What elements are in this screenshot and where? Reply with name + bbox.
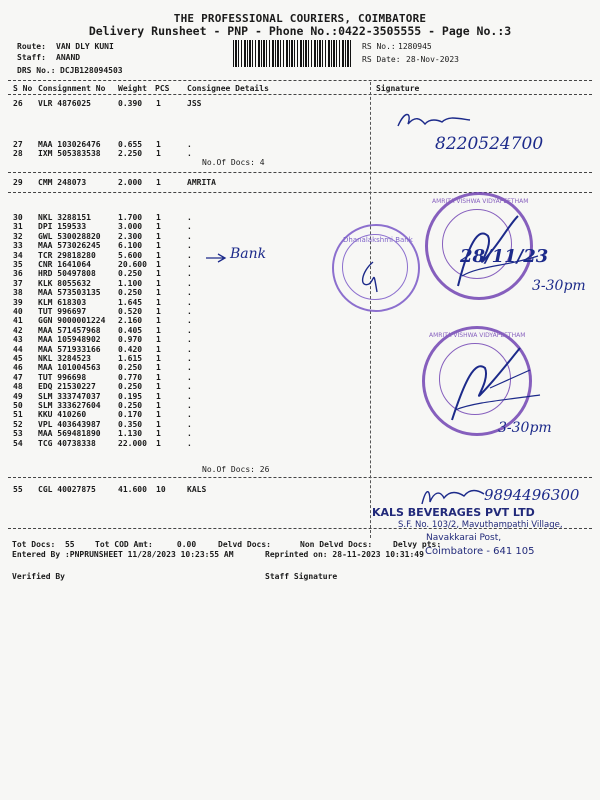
cell-cons: GGN 9000001224 [38, 316, 106, 326]
cell-pcs: 1 [156, 325, 161, 335]
cell-wt: 0.390 [118, 99, 143, 108]
cell-sno: 47 [13, 372, 23, 382]
group-doc-count: No.Of Docs: 26 [202, 465, 270, 474]
non-delvd-docs: Non Delvd Docs: [300, 540, 373, 549]
runsheet-title: Delivery Runsheet - PNP - Phone No.:0422-3505555 - Page No.:3 [88, 24, 512, 38]
col-consignment: Consignment No [38, 84, 106, 93]
cell-details: KALS [187, 485, 207, 494]
cell-cons: MAA 101004563 [38, 363, 101, 373]
cell-details: . [187, 260, 192, 269]
cell-pcs: 1 [156, 307, 161, 316]
cell-sno: 42 [13, 325, 23, 335]
kals-stamp-address-2: Navakkarai Post, [426, 533, 502, 543]
cell-cons: CGL 40027875 [38, 485, 96, 494]
cell-pcs: 1 [156, 213, 161, 222]
handwritten-bank-note: Bank [230, 246, 267, 262]
cell-sno: 45 [13, 354, 23, 363]
cell-wt: 1.130 [118, 429, 143, 439]
cell-cons: TCR 29818280 [38, 250, 96, 260]
cell-pcs: 1 [156, 363, 161, 373]
cell-cons: GWL 530028820 [38, 231, 101, 241]
cell-details: . [187, 438, 192, 448]
cell-wt: 20.600 [118, 260, 147, 269]
cell-pcs: 1 [156, 354, 161, 363]
cell-wt: 0.420 [118, 344, 143, 354]
cell-wt: 0.195 [118, 391, 143, 401]
cell-details: JSS [187, 99, 202, 108]
route-label: Route: [17, 42, 46, 51]
cell-cons: MAA 103026476 [38, 140, 101, 149]
entered-by: Entered By :PNPRUNSHEET 11/28/2023 10:23:55 AM [12, 550, 234, 559]
cell-details: . [187, 297, 192, 307]
cell-sno: 39 [13, 297, 23, 307]
cell-wt: 2.250 [118, 149, 143, 158]
cell-sno: 51 [13, 410, 23, 420]
cell-pcs: 1 [156, 288, 161, 298]
rs-no-label: RS No.: [362, 42, 396, 51]
cell-pcs: 1 [156, 391, 161, 401]
cell-details: . [187, 288, 192, 298]
cell-wt: 2.000 [118, 178, 143, 187]
cell-pcs: 1 [156, 335, 161, 345]
cell-cons: HRD 50497808 [38, 269, 96, 279]
cell-cons: MAA 571933166 [38, 344, 101, 354]
cell-pcs: 1 [156, 278, 161, 288]
cell-pcs: 1 [156, 178, 161, 187]
cell-wt: 5.600 [118, 250, 143, 260]
cell-sno: 50 [13, 401, 23, 410]
cell-pcs: 1 [156, 382, 161, 392]
kals-stamp-address-1: S.F. No. 103/2, Mavuthampathi Village, [398, 520, 563, 530]
col-signature: Signature [376, 84, 420, 93]
cell-details: AMRITA [187, 178, 216, 187]
cell-sno: 36 [13, 269, 23, 279]
cell-details: . [187, 410, 192, 420]
delvd-docs: Delvd Docs: [218, 540, 271, 549]
table-top-rule [8, 80, 592, 81]
rs-no-value: 1280945 [398, 42, 432, 51]
cell-sno: 38 [13, 288, 23, 298]
kals-stamp-name: KALS BEVERAGES PVT LTD [372, 506, 535, 519]
cell-details: . [187, 325, 192, 335]
cell-details: . [187, 231, 192, 241]
group-doc-count: No.Of Docs: 4 [202, 158, 265, 167]
cell-details: . [187, 250, 192, 260]
cell-pcs: 1 [156, 410, 161, 420]
cell-cons: EDQ 21530227 [38, 382, 96, 392]
arrow-icon [205, 252, 227, 264]
cell-cons: VPL 403643987 [38, 419, 101, 429]
cell-sno: 41 [13, 316, 23, 326]
cell-pcs: 1 [156, 429, 161, 439]
rs-date-label: RS Date: [362, 55, 401, 64]
cell-sno: 28 [13, 149, 23, 158]
cell-details: . [187, 335, 192, 345]
handwritten-time-2: 3-30pm [498, 420, 552, 436]
stamp-text: AMRITA VISHWA VIDYAPEETHAM [429, 332, 526, 339]
cell-details: . [187, 241, 192, 251]
cell-cons: DPI 159533 [38, 222, 87, 232]
cell-details: . [187, 140, 192, 149]
staff-signature-label: Staff Signature [265, 572, 338, 581]
header-bottom-rule [8, 94, 592, 95]
cell-pcs: 1 [156, 344, 161, 354]
cell-details: . [187, 213, 192, 222]
cell-cons: MAA 573026245 [38, 241, 101, 251]
cell-cons: VLR 4876025 [38, 99, 91, 108]
cell-sno: 40 [13, 307, 23, 316]
cell-pcs: 10 [156, 485, 166, 494]
cell-sno: 35 [13, 260, 23, 269]
cell-sno: 33 [13, 241, 23, 251]
cell-wt: 2.300 [118, 231, 143, 241]
cell-wt: 0.655 [118, 140, 143, 149]
col-pcs: PCS [155, 84, 170, 93]
cell-wt: 6.100 [118, 241, 143, 251]
cell-sno: 46 [13, 363, 23, 373]
cell-sno: 37 [13, 278, 23, 288]
cell-wt: 0.250 [118, 401, 143, 410]
cell-sno: 43 [13, 335, 23, 345]
cell-wt: 0.250 [118, 382, 143, 392]
stamp-text: AMRITA VISHWA VIDYAPEETHAM [432, 198, 529, 205]
cell-pcs: 1 [156, 438, 161, 448]
cell-details: . [187, 307, 192, 316]
stamp-text: Dhanalakshmi Bank [343, 236, 413, 244]
cell-details: . [187, 316, 192, 326]
cell-sno: 32 [13, 231, 23, 241]
cell-details: . [187, 269, 192, 279]
cell-wt: 1.645 [118, 297, 143, 307]
cell-pcs: 1 [156, 149, 161, 158]
cell-cons: KLK 8055632 [38, 278, 91, 288]
cell-cons: MAA 569481890 [38, 429, 101, 439]
cell-wt: 41.600 [118, 485, 147, 494]
cell-pcs: 1 [156, 401, 161, 410]
cell-wt: 3.000 [118, 222, 143, 232]
reprinted-on: Reprinted on: 28-11-2023 10:31:49 [265, 550, 424, 559]
cell-cons: KKU 410260 [38, 410, 87, 420]
cell-wt: 1.100 [118, 278, 143, 288]
cell-details: . [187, 344, 192, 354]
delvy-pts: Delvy pts: [393, 540, 442, 549]
cell-sno: 44 [13, 344, 23, 354]
cell-cons: MAA 571457968 [38, 325, 101, 335]
cell-sno: 31 [13, 222, 23, 232]
cell-wt: 2.160 [118, 316, 143, 326]
col-sno: S No [13, 84, 33, 93]
handwritten-phone-1: 8220524700 [435, 134, 544, 154]
cell-details: . [187, 354, 192, 363]
cell-sno: 54 [13, 438, 23, 448]
cell-sno: 27 [13, 140, 23, 149]
cell-wt: 0.520 [118, 307, 143, 316]
cell-details: . [187, 401, 192, 410]
cell-pcs: 1 [156, 269, 161, 279]
route-value: VAN DLY KUNI [56, 42, 114, 51]
cell-sno: 29 [13, 178, 23, 187]
cell-details: . [187, 382, 192, 392]
cell-pcs: 1 [156, 222, 161, 232]
tot-docs: Tot Docs: 55 [12, 540, 75, 549]
cell-cons: IXM 505383538 [38, 149, 101, 158]
cell-wt: 0.405 [118, 325, 143, 335]
cell-pcs: 1 [156, 316, 161, 326]
cell-wt: 0.250 [118, 288, 143, 298]
cell-pcs: 1 [156, 250, 161, 260]
cell-wt: 0.770 [118, 372, 143, 382]
col-weight: Weight [118, 84, 147, 93]
cell-details: . [187, 429, 192, 439]
group-separator [8, 477, 592, 478]
cell-pcs: 1 [156, 99, 161, 108]
cell-wt: 22.000 [118, 438, 147, 448]
handwritten-phone-2: 9894496300 [484, 486, 580, 504]
cell-sno: 34 [13, 250, 23, 260]
cell-pcs: 1 [156, 231, 161, 241]
cell-wt: 1.615 [118, 354, 143, 363]
cell-wt: 0.250 [118, 363, 143, 373]
cell-pcs: 1 [156, 260, 161, 269]
verified-by: Verified By [12, 572, 65, 581]
cell-cons: TCG 40738338 [38, 438, 96, 448]
cell-sno: 49 [13, 391, 23, 401]
group-separator [8, 172, 592, 173]
cell-cons: KLM 618303 [38, 297, 87, 307]
drs-label: DRS No.: [17, 66, 56, 75]
cell-wt: 0.170 [118, 410, 143, 420]
cell-cons: SLM 333747037 [38, 391, 101, 401]
cell-cons: SLM 333627604 [38, 401, 101, 410]
cell-cons: TUT 996697 [38, 307, 87, 316]
cell-cons: CNR 1641064 [38, 260, 91, 269]
signature-bank [355, 258, 385, 298]
cell-cons: MAA 105948902 [38, 335, 101, 345]
signature-amrita-2 [440, 340, 550, 430]
cell-cons: NKL 3284523 [38, 354, 91, 363]
cell-details: . [187, 149, 192, 158]
cell-sno: 30 [13, 213, 23, 222]
col-consignee: Consignee Details [187, 84, 269, 93]
cell-details: . [187, 419, 192, 429]
cell-wt: 0.250 [118, 269, 143, 279]
group-separator [8, 192, 592, 193]
kals-stamp-address-3: Coimbatore - 641 105 [425, 546, 535, 557]
cell-sno: 53 [13, 429, 23, 439]
cell-pcs: 1 [156, 297, 161, 307]
cell-wt: 0.350 [118, 419, 143, 429]
cell-details: . [187, 391, 192, 401]
cell-pcs: 1 [156, 372, 161, 382]
company-name: THE PROFESSIONAL COURIERS, COIMBATORE [173, 12, 427, 25]
cell-details: . [187, 222, 192, 232]
staff-label: Staff: [17, 53, 46, 62]
cell-pcs: 1 [156, 241, 161, 251]
cell-cons: MAA 573503135 [38, 288, 101, 298]
cell-sno: 55 [13, 485, 23, 494]
cell-sno: 26 [13, 99, 23, 108]
cell-sno: 48 [13, 382, 23, 392]
cell-details: . [187, 278, 192, 288]
handwritten-date: 28/11/23 [460, 246, 549, 267]
staff-value: ANAND [56, 53, 81, 62]
cell-cons: NKL 3288151 [38, 213, 91, 222]
handwritten-time-1: 3-30pm [532, 278, 586, 294]
cell-pcs: 1 [156, 419, 161, 429]
cell-cons: CMM 248073 [38, 178, 87, 187]
cell-details: . [187, 363, 192, 373]
cell-wt: 0.970 [118, 335, 143, 345]
rs-date-value: 28-Nov-2023 [406, 55, 459, 64]
cell-pcs: 1 [156, 140, 161, 149]
cell-wt: 1.700 [118, 213, 143, 222]
cell-details: . [187, 372, 192, 382]
drs-value: DCJB128094503 [60, 66, 123, 75]
tot-cod-amt: Tot COD Amt: 0.00 [95, 540, 197, 549]
cell-sno: 52 [13, 419, 23, 429]
drs-barcode [233, 40, 351, 67]
cell-cons: TUT 996698 [38, 372, 87, 382]
